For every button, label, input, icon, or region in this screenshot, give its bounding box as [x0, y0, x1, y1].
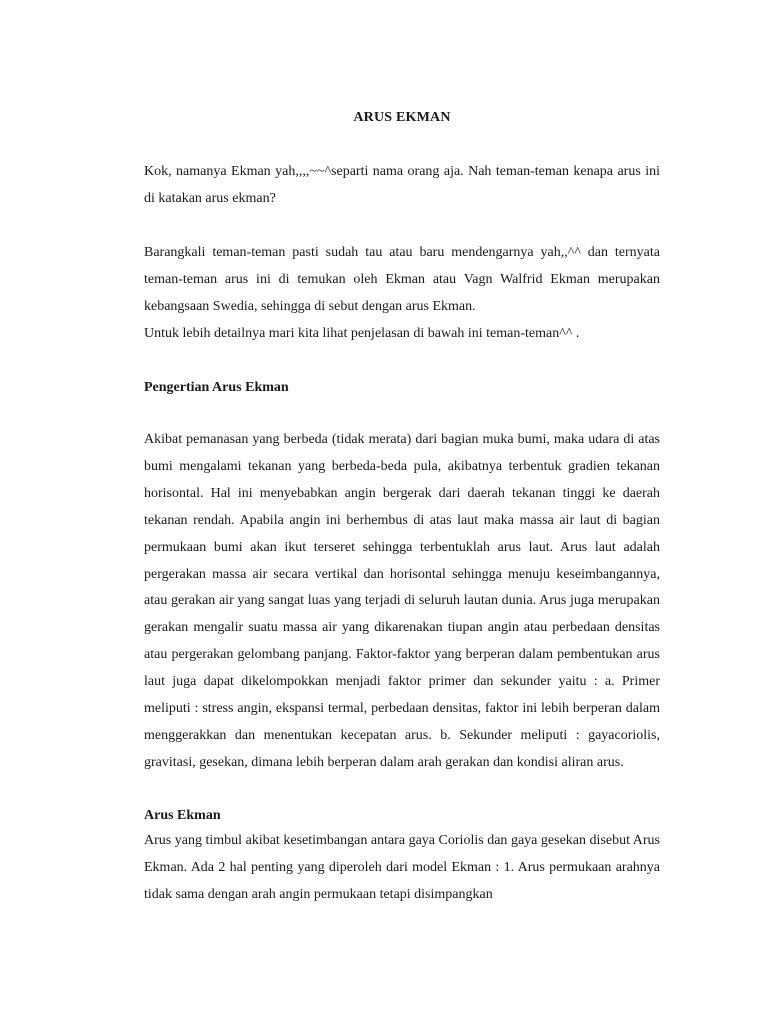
second-paragraph: Barangkali teman-teman pasti sudah tau atau baru mendengarnya yah,,^^ dan ternyata teman-teman arus ini di temukan oleh Ekman atau Vagn Walfrid Ekman merupakan kebangsaan Swedia, sehingga di sebut dengan arus Ekman.	[144, 245, 660, 314]
section-heading: Pengertian Arus Ekman	[144, 380, 289, 395]
last-paragraph: Arus yang timbul akibat kesetimbangan antara gaya Coriolis dan gaya gesekan disebut Arus Ekman. Ada 2 hal penting yang diperoleh dari model Ekman : 1. Arus permukaan arahnya tidak sama dengan arah angin permukaan tetapi disimpangkan	[144, 833, 660, 902]
main-paragraph: Akibat pemanasan yang berbeda (tidak merata) dari bagian muka bumi, maka udara di atas bumi mengalami tekanan yang berbeda-beda pula, akibatnya terbentuk gradien tekanan horisontal. Hal ini menyebabkan angin bergerak dari daerah tekanan tinggi ke daerah tekanan rendah. Apabila angin ini berhembus di atas laut maka massa air laut di bagian permukaan bumi akan ikut terseret sehingga terbentuklah arus laut. Arus laut adalah pergerakan massa air secara vertikal dan horisontal sehingga menuju keseimbangannya, atau gerakan air yang sangat luas yang terjadi di seluruh lautan dunia. Arus juga merupakan gerakan mengalir suatu massa air yang dikarenakan tiupan angin atau perbedaan densitas atau pergerakan gelombang panjang. Faktor-faktor yang berperan dalam pembentukan arus laut juga dapat dikelompokkan menjadi faktor primer dan sekunder yaitu : a. Primer meliputi : stress angin, ekspansi termal, perbedaan densitas, faktor ini lebih berperan dalam menggerakkan dan menentukan kecepatan arus. b. Sekunder meliputi : gayacoriolis, gravitasi, gesekan, dimana lebih berperan dalam arah gerakan dan kondisi aliran arus.	[144, 432, 660, 770]
document-title: ARUS EKMAN	[353, 110, 451, 125]
document-page	[144, 0, 660, 1024]
intro-paragraph: Kok, namanya Ekman yah,,,,~~^separti nama orang aja. Nah teman-teman kenapa arus ini di katakan arus ekman?	[144, 164, 660, 206]
subheading: Arus Ekman	[144, 808, 221, 823]
third-line: Untuk lebih detailnya mari kita lihat penjelasan di bawah ini teman-teman^^ .	[144, 326, 580, 341]
